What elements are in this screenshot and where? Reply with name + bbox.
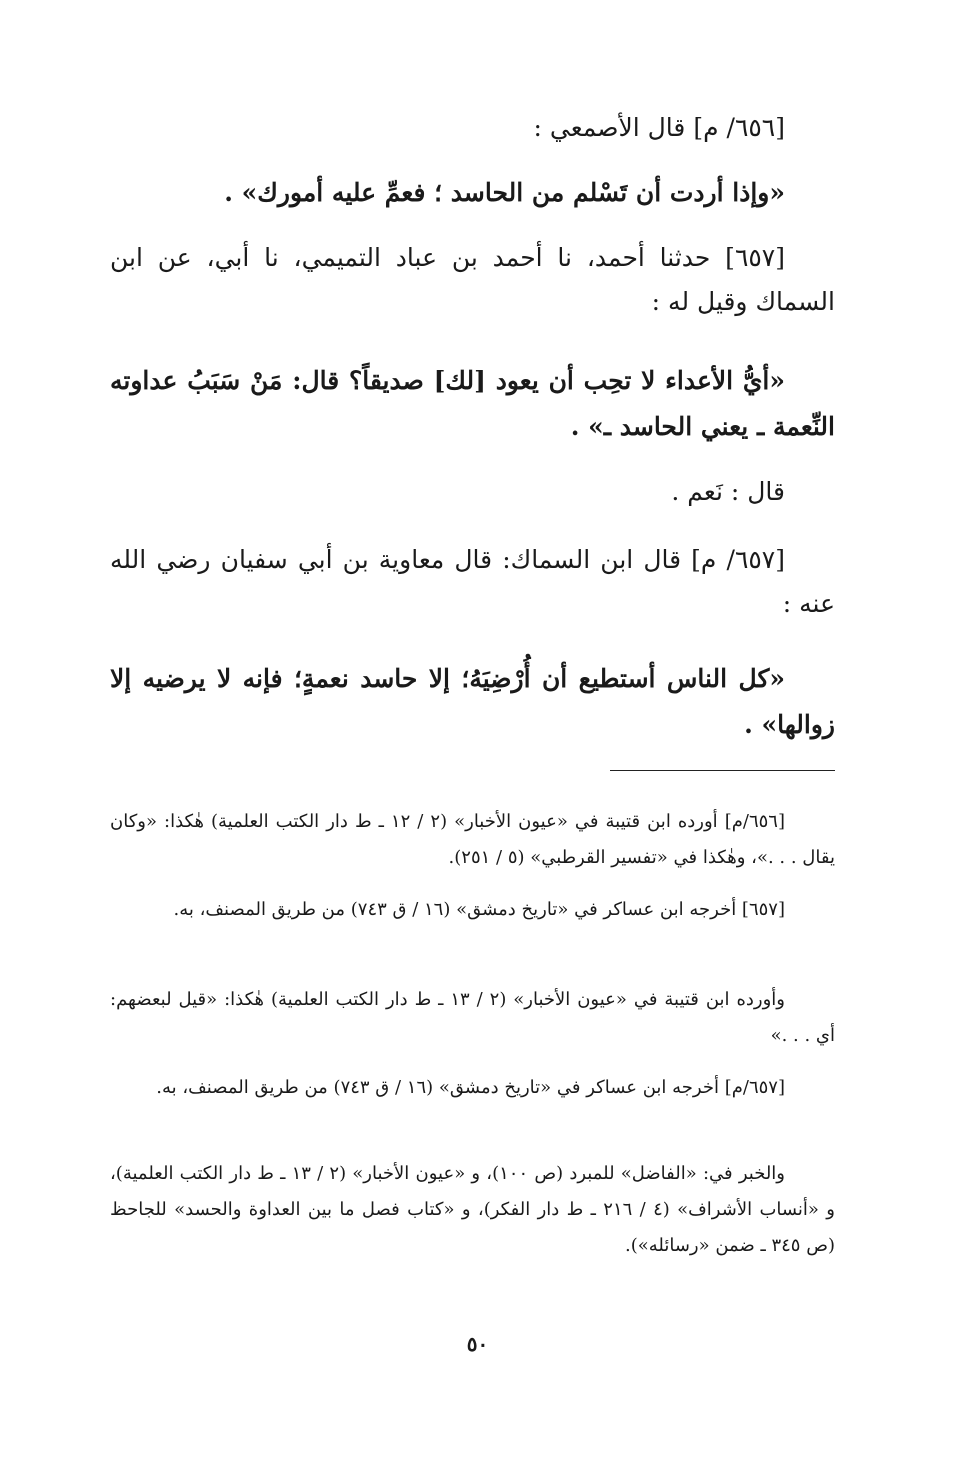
footnote-657: [٦٥٧] أخرجه ابن عساكر في «تاريخ دمشق» (١٦ / ق ٧٤٣) من طريق المصنف، به.: [173, 899, 785, 920]
footnote-divider: [610, 770, 835, 771]
quote-657m: «كل الناس أستطيع أن أُرْضِيَهُ؛ إلا حاسد نعمةٍ؛ فإنه لا يرضيه إلا زوالها» .: [110, 664, 835, 739]
quote-657: «أيُّ الأعداء لا تحِب أن يعود [لك] صديقاً؟ قال: مَنْ سَبَبُ عداوته النِّعمة ـ يعني الحاسد ـ» .: [110, 366, 835, 441]
footnote-657-ibn-qutayba: وأورده ابن قتيبة في «عيون الأخبار» (٢ / ١٣ ـ ط دار الكتب العلمية) هٰكذا: «قيل لبعضهم: أي . . .»: [110, 989, 835, 1046]
footnote-khabar-sources: والخبر في: «الفاضل» للمبرد (ص ١٠٠)، و «عيون الأخبار» (٢ / ١٣ ـ ط دار الكتب العلمية)، و «أنساب الأشراف» (٤ / ٢١٦ ـ ط دار الفكر)، و «كتاب فصل ما بين العداوة والحسد» للجاحظ (ص ٣٤٥ ـ ضمن «رسائله»).: [110, 1163, 835, 1256]
footnote-657m: [٦٥٧/م] أخرجه ابن عساكر في «تاريخ دمشق» (١٦ / ق ٧٤٣) من طريق المصنف، به.: [156, 1077, 785, 1098]
paragraph-657-header: [٦٥٧] حدثنا أحمد، نا أحمد بن عباد التميمي، نا أبي، عن ابن السماك وقيل له :: [110, 243, 835, 316]
page-number: ٥٠: [466, 1332, 489, 1356]
paragraph-657m-header: [٦٥٧/ م] قال ابن السماك: قال معاوية بن أبي سفيان رضي الله عنه :: [110, 545, 835, 618]
quote-656m: «وإذا أردت أن تَسْلم من الحاسد ؛ فعمِّ عليه أمورك» .: [224, 178, 785, 207]
footnote-656m: [٦٥٦/م] أورده ابن قتيبة في «عيون الأخبار» (٢ / ١٢ ـ ط دار الكتب العلمية) هٰكذا: «وكان يقال . . .»، وهٰكذا في «تفسير القرطبي» (٥ / ٢٥١).: [110, 811, 835, 868]
page-content: [110, 0, 835, 1480]
paragraph-657-said: قال : نَعم .: [671, 477, 785, 506]
paragraph-656m-header: [٦٥٦/ م] قال الأصمعي :: [533, 113, 785, 142]
